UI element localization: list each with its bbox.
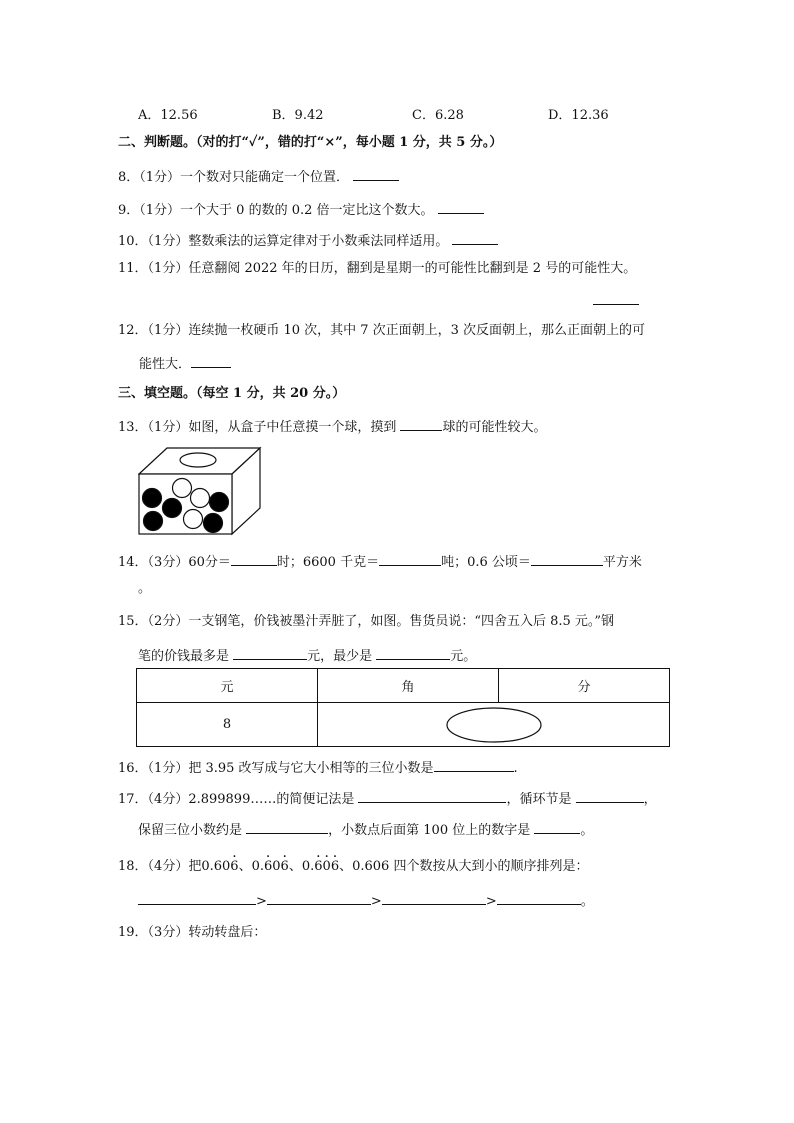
- answer-blank[interactable]: [452, 230, 498, 245]
- question-17-line-1: 17．（4分）2.899899……的简便记法是 ，循环节是 ，: [118, 788, 657, 809]
- answer-blank[interactable]: [231, 551, 277, 566]
- answer-blank[interactable]: [233, 645, 307, 660]
- question-15-line-1: 15．（2分）一支钢笔，价钱被墨汁弄脏了，如图。售货员说：“四舍五入后 8.5 元。”钢: [118, 614, 615, 629]
- number-1: 0.60· 6: [201, 859, 238, 874]
- question-15-line-2: 笔的价钱最多是 元，最少是 元。: [138, 645, 476, 666]
- black-ball: [204, 514, 223, 533]
- answer-blank[interactable]: [353, 166, 399, 181]
- option-a: A．12.56: [138, 108, 198, 123]
- answer-blank[interactable]: [434, 757, 514, 772]
- question-10: 10．（1分）整数乘法的运算定律对于小数乘法同样适用。: [118, 230, 498, 251]
- ball-box-figure: [138, 446, 262, 536]
- header-yuan: 元: [137, 669, 318, 703]
- answer-blank[interactable]: [534, 819, 580, 834]
- question-12-line-1: 12．（1分）连续抛一枚硬币 10 次，其中 7 次正面朝上，3 次反面朝上，那么正面朝上的可: [118, 323, 646, 338]
- question-18-line-2: > > > 。: [138, 890, 594, 911]
- question-18-line-1: 18．（4分）把0.60· 6、0.· 60· 6、0.· 6· 0· 6、0.606 四个数按从大到小的顺序排列是：: [118, 858, 588, 876]
- question-14: 14．（3分）60分＝ 时；6600 千克＝ 吨；0.6 公顷＝ 平方米: [118, 551, 642, 572]
- question-12-line-2: 能性大．: [139, 353, 231, 374]
- black-ball: [163, 499, 182, 518]
- answer-blank[interactable]: [576, 788, 644, 803]
- ink-stain-ellipse: [444, 706, 544, 744]
- answer-blank[interactable]: [379, 551, 441, 566]
- white-ball: [173, 479, 192, 498]
- option-d: D．12.36: [548, 108, 609, 123]
- ink-stain-cell: [318, 703, 670, 747]
- question-8: 8．（1分）一个数对只能确定一个位置．: [118, 166, 399, 187]
- black-ball: [143, 489, 162, 508]
- black-ball: [144, 512, 163, 531]
- answer-blank[interactable]: [376, 645, 450, 660]
- question-14-end: 。: [138, 581, 152, 596]
- number-2: 0.· 60· 6: [252, 859, 289, 874]
- answer-blank[interactable]: [438, 199, 484, 214]
- question-9: 9．（1分）一个大于 0 的数的 0.2 倍一定比这个数大。: [118, 199, 484, 220]
- section-2-title: 二、判断题。（对的打“✓”，错的打“×”，每小题 1 分，共 5 分。）: [118, 135, 503, 150]
- question-17-line-2: 保留三位小数约是 ，小数点后面第 100 位上的数字是 。: [138, 819, 593, 840]
- black-ball: [210, 493, 229, 512]
- header-jiao: 角: [318, 669, 499, 703]
- answer-blank[interactable]: [138, 890, 256, 905]
- box-opening: [180, 453, 216, 467]
- question-19: 19．（3分）转动转盘后：: [118, 925, 267, 940]
- answer-blank[interactable]: [267, 890, 371, 905]
- answer-blank[interactable]: [531, 551, 603, 566]
- cell-yuan-value: 8: [137, 703, 318, 747]
- answer-blank[interactable]: [246, 819, 328, 834]
- answer-blank[interactable]: [358, 788, 506, 803]
- answer-blank[interactable]: [497, 890, 581, 905]
- question-11: 11．（1分）任意翻阅 2022 年的日历，翻到是星期一的可能性比翻到是 2 号的可能性大。: [118, 261, 637, 276]
- number-3: 0.· 6· 0· 6: [302, 859, 339, 874]
- price-table: [136, 668, 670, 747]
- option-c: C．6.28: [412, 108, 464, 123]
- answer-blank[interactable]: [382, 890, 486, 905]
- question-16: 16．（1分）把 3.95 改写成与它大小相等的三位小数是 .: [118, 757, 518, 778]
- answer-blank[interactable]: [593, 290, 639, 305]
- question-13: 13．（1分）如图，从盒子中任意摸一个球，摸到 球的可能性较大。: [118, 416, 546, 437]
- answer-blank[interactable]: [191, 353, 231, 368]
- white-ball: [184, 510, 203, 529]
- section-3-title: 三、填空题。（每空 1 分，共 20 分。）: [118, 386, 346, 401]
- option-b: B．9.42: [272, 108, 324, 123]
- header-fen: 分: [499, 669, 670, 703]
- answer-blank[interactable]: [400, 416, 442, 431]
- white-ball: [191, 489, 210, 508]
